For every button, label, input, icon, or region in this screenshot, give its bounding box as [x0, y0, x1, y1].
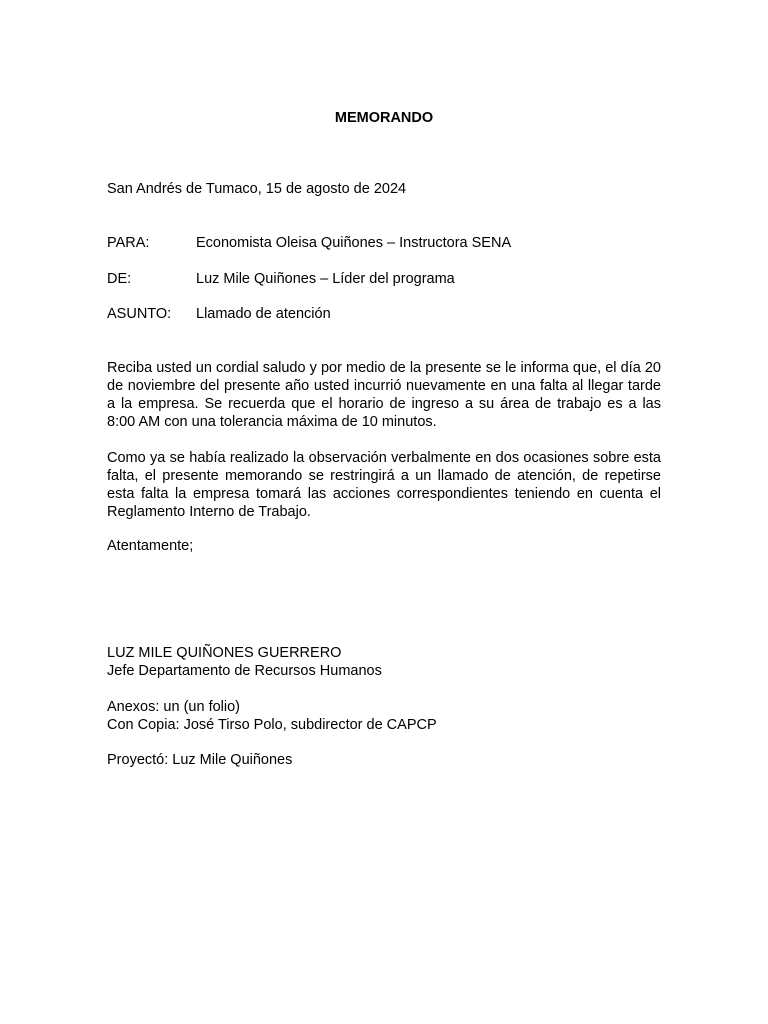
annexes-line: Anexos: un (un folio): [107, 699, 240, 715]
asunto-value: Llamado de atención: [196, 306, 331, 322]
date-line: San Andrés de Tumaco, 15 de agosto de 2024: [107, 181, 407, 197]
signature-name: LUZ MILE QUIÑONES GUERRERO: [107, 645, 342, 661]
de-value: Luz Mile Quiñones – Líder del programa: [196, 271, 455, 287]
asunto-label: ASUNTO:: [107, 306, 172, 322]
para-value: Economista Oleisa Quiñones – Instructora SENA: [196, 235, 512, 251]
copy-line: Con Copia: José Tirso Polo, subdirector de CAPCP: [107, 717, 437, 733]
closing-line: Atentamente;: [107, 538, 194, 554]
projected-by-line: Proyectó: Luz Mile Quiñones: [107, 752, 293, 768]
memo-title: MEMORANDO: [334, 110, 434, 126]
body-paragraph-1: Reciba usted un cordial saludo y por medio de la presente se le informa que, el día 20 de noviembre del presente año usted incurrió nuevamente en una falta al llegar tarde a la empresa. Se recuerda que el horario de ingreso a su área de trabajo es a las 8:00 AM con una tolerancia máxima de 10 minutos.: [107, 360, 661, 430]
signature-role: Jefe Departamento de Recursos Humanos: [107, 663, 382, 679]
de-label: DE:: [107, 271, 132, 287]
para-label: PARA:: [107, 235, 150, 251]
body-paragraph-2: Como ya se había realizado la observación verbalmente en dos ocasiones sobre esta falta, el presente memorando se restringirá a un llamado de atención, de repetirse esta falta la empresa tomará las acciones correspondientes teniendo en cuenta el Reglamento Interno de Trabajo.: [107, 450, 661, 520]
